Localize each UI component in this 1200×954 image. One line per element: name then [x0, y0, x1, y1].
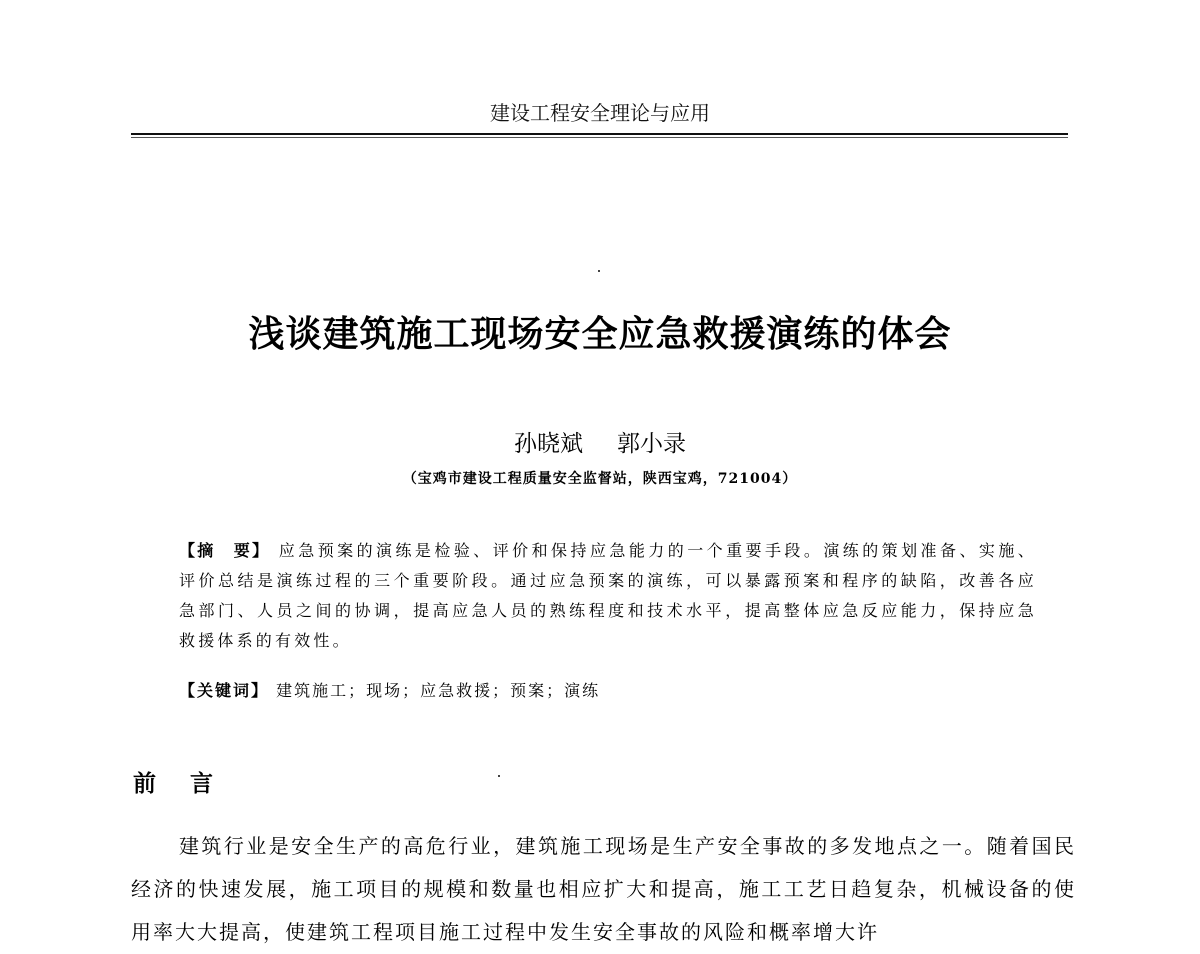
section-heading: 前言: [133, 771, 247, 797]
body-paragraph: 建筑行业是安全生产的高危行业，建筑施工现场是生产安全事故的多发地点之一。随着国民经济的快速发展，施工项目的规模和数量也相应扩大和提高，施工工艺日趋复杂，机械设备的使用率大大提高，使建筑工程项目施工过程中发生安全事故的风险和概率增大许: [131, 834, 1076, 944]
author-name: 郭小录: [617, 431, 686, 457]
author-name: 孙晓斌: [514, 431, 583, 457]
running-header: 建设工程安全理论与应用: [490, 101, 710, 125]
author-line: [0, 425, 1200, 458]
keywords: [179, 676, 1037, 706]
abstract-label: 【摘 要】: [179, 541, 271, 560]
keywords-label: 【关键词】: [179, 681, 270, 700]
header-rule-thin: [131, 137, 1068, 138]
header-rule: [131, 133, 1068, 135]
keywords-text: 建筑施工；现场；应急救援；预案；演练: [276, 681, 601, 700]
scan-speck: [498, 775, 500, 777]
affiliation: （宝鸡市建设工程质量安全监督站，陕西宝鸡，721004）: [402, 471, 798, 487]
abstract-text: 应急预案的演练是检验、评价和保持应急能力的一个重要手段。演练的策划准备、实施、评价总结是演练过程的三个重要阶段。通过应急预案的演练，可以暴露预案和程序的缺陷，改善各应急部门、人员之间的协调，提高应急人员的熟练程度和技术水平，提高整体应急反应能力，保持应急救援体系的有效性。: [179, 541, 1037, 650]
paper-title: 浅谈建筑施工现场安全应急救援演练的体会: [248, 314, 952, 355]
abstract: [179, 536, 1037, 656]
scan-speck: [598, 270, 600, 272]
